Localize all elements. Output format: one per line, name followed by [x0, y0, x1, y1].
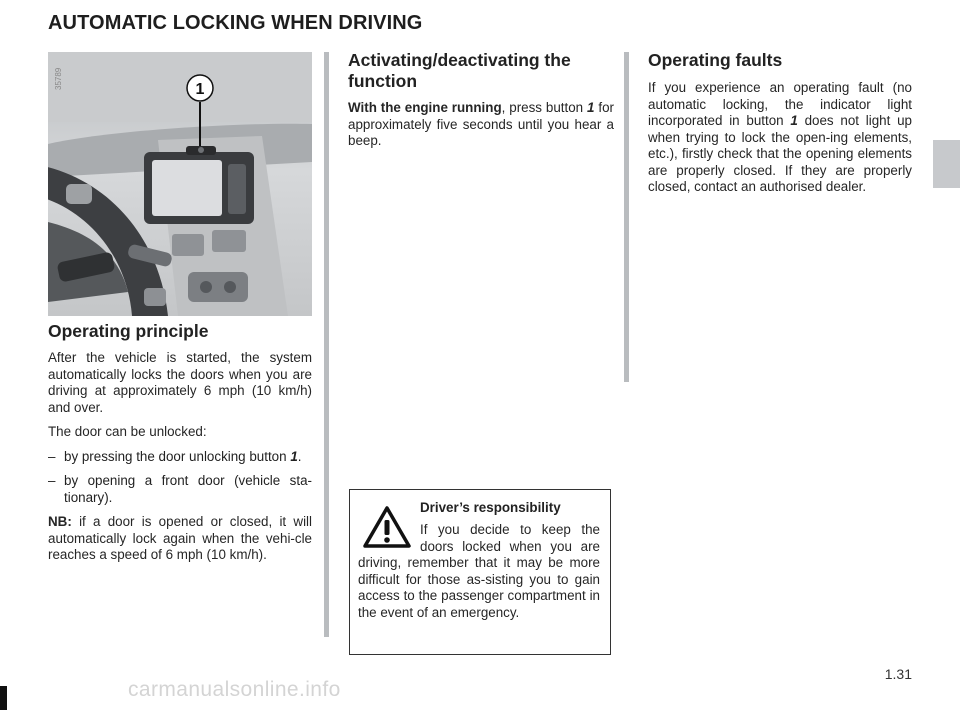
figure-reference: 35789	[54, 67, 63, 90]
unlock-intro: The door can be unlocked:	[48, 424, 207, 439]
list-item-text: by pressing the door unlocking button	[64, 448, 291, 464]
nb-note	[48, 514, 312, 564]
drivers-responsibility-warning	[349, 489, 611, 655]
button-ref: 1	[790, 113, 798, 128]
page-title: AUTOMATIC LOCKING WHEN DRIVING	[48, 12, 423, 34]
column-divider	[624, 52, 629, 382]
dashboard-illustration	[48, 52, 312, 316]
faults-text-b: does not light up when trying to lock the open-ing elements, etc.), firstly check that the opening elements are properly closed. If they are properly closed, contact an authorised dealer.	[648, 113, 912, 194]
activating-heading: Activating/deactivating the function	[348, 50, 571, 91]
warning-text: If you decide to keep the doors locked when you are driving, remember that it may be more difficult for those as-sisting you to gain access to the passenger compartment in the event of an emergency.	[358, 522, 600, 620]
faults-paragraph	[648, 80, 912, 196]
activating-text-b: for approximately five seconds until you hear a beep.	[348, 100, 614, 148]
list-item: – by opening a front door (vehicle sta-tionary).	[48, 473, 312, 505]
nb-text: if a door is opened or closed, it will automatically lock again when the vehi-cle reaches a speed of 6 mph (10 km/h).	[48, 514, 312, 562]
button-ref: 1	[587, 100, 595, 115]
page-number: 1.31	[884, 666, 912, 682]
operating-principle-section	[48, 321, 312, 572]
faults-section	[648, 50, 912, 196]
button-ref: 1	[290, 448, 298, 464]
operating-principle-heading: Operating principle	[48, 321, 209, 341]
operating-principle-paragraph: After the vehicle is started, the system automatically locks the doors when you are driving at approximately 6 mph (10 km/h) and over.	[48, 350, 312, 415]
list-item-text: by opening a front door (vehicle sta-tionary).	[64, 473, 312, 505]
warning-title: Driver’s responsibility	[420, 500, 561, 515]
faults-heading: Operating faults	[648, 50, 783, 70]
activating-paragraph	[348, 100, 614, 150]
column-divider	[324, 52, 329, 637]
list-item: – by pressing the door unlocking button 1.	[48, 448, 302, 464]
activating-section	[348, 50, 614, 150]
chapter-tab	[933, 140, 960, 188]
faults-text-a: If you experience an operating fault (no automatic locking, the indicator light incorporated in button	[648, 80, 912, 128]
list-item-suffix: .	[297, 448, 302, 464]
dashboard-drawing	[48, 52, 312, 316]
warning-triangle-icon	[362, 505, 412, 549]
nb-label: NB:	[48, 514, 72, 529]
callout-number: 1	[195, 81, 205, 98]
watermark: carmanualsonline.info	[128, 678, 341, 701]
activating-lead: With the engine running	[348, 100, 502, 115]
corner-mark	[0, 686, 7, 710]
activating-text-a: , press button	[501, 100, 588, 115]
